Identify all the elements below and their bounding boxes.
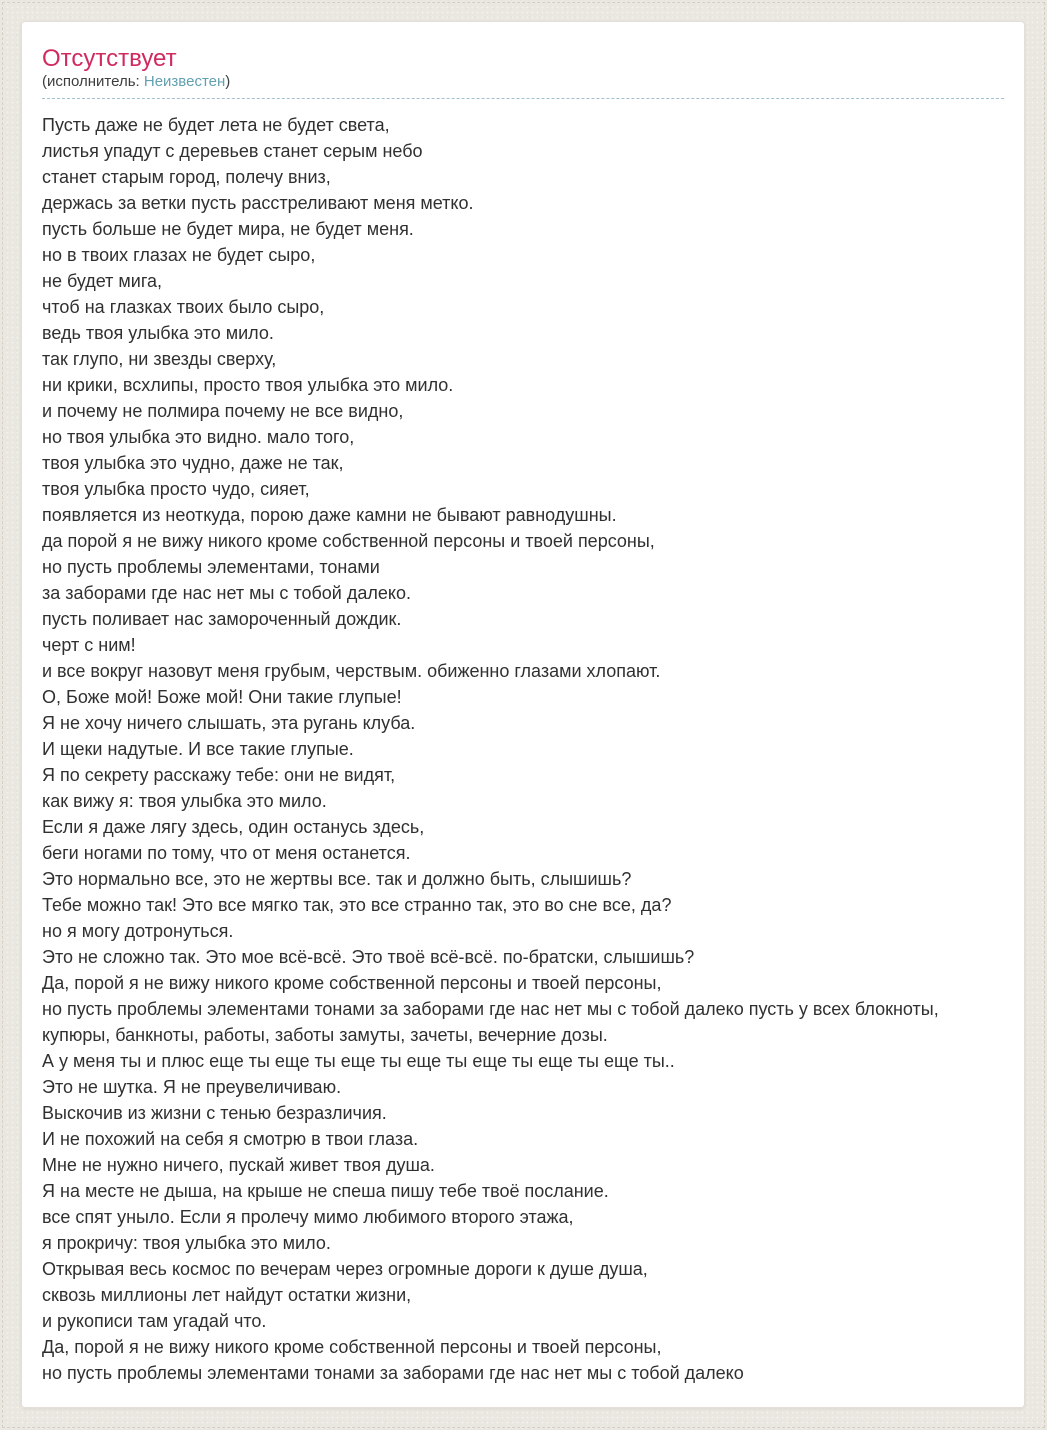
artist-label-suffix: )	[225, 73, 231, 91]
artist-link[interactable]: Неизвестен	[143, 73, 226, 91]
lyric-line: Да, порой я не вижу никого кроме собственной персоны и твоей персоны,	[42, 1337, 662, 1358]
lyric-line: Это не шутка. Я не преувеличиваю.	[42, 1077, 342, 1098]
lyric-line: листья упадут с деревьев станет серым небо	[42, 141, 423, 162]
lyric-line: Да, порой я не вижу никого кроме собственной персоны и твоей персоны,	[42, 973, 662, 994]
lyric-line: И щеки надутые. И все такие глупые.	[42, 739, 354, 760]
lyric-line: чтоб на глазках твоих было сыро,	[42, 297, 325, 318]
lyric-line: все спят уныло. Если я пролечу мимо любимого второго этажа,	[42, 1207, 574, 1228]
lyric-line: пусть поливает нас замороченный дождик.	[42, 609, 402, 630]
lyric-line: И не похожий на себя я смотрю в твои глаза.	[42, 1129, 419, 1150]
lyric-line: Если я даже лягу здесь, один останусь здесь,	[42, 817, 425, 838]
lyrics-card	[21, 21, 1025, 1408]
lyric-line: да порой я не вижу никого кроме собственной персоны и твоей персоны,	[42, 531, 655, 552]
song-title: Отсутствует	[42, 45, 177, 72]
lyric-line: за заборами где нас нет мы с тобой далеко.	[42, 583, 411, 604]
lyric-line: но твоя улыбка это видно. мало того,	[42, 427, 355, 448]
lyric-line: сквозь миллионы лет найдут остатки жизни,	[42, 1285, 412, 1306]
lyric-line: станет старым город, полечу вниз,	[42, 167, 331, 188]
lyrics-text	[42, 112, 1004, 1386]
lyric-line: пусть больше не будет мира, не будет меня.	[42, 219, 414, 240]
lyric-line: черт с ним!	[42, 635, 136, 656]
lyric-line: не будет мига,	[42, 271, 163, 292]
lyric-line: я прокричу: твоя улыбка это мило.	[42, 1233, 331, 1254]
lyric-line: Мне не нужно ничего, пускай живет твоя душа.	[42, 1155, 435, 1176]
lyric-line: но в твоих глазах не будет сыро,	[42, 245, 316, 266]
lyric-line: Я на месте не дыша, на крыше не спеша пишу тебе твоё послание.	[42, 1181, 609, 1202]
lyric-line: твоя улыбка просто чудо, сияет,	[42, 479, 310, 500]
lyric-line: так глупо, ни звезды сверху,	[42, 349, 277, 370]
lyric-line: Выскочив из жизни с тенью безразличия.	[42, 1103, 387, 1124]
lyric-line: ни крики, всхлипы, просто твоя улыбка это мило.	[42, 375, 454, 396]
lyric-line: появляется из неоткуда, порою даже камни не бывают равнодушны.	[42, 505, 617, 526]
lyric-line: но я могу дотронуться.	[42, 921, 234, 942]
lyric-line: как вижу я: твоя улыбка это мило.	[42, 791, 327, 812]
lyric-line: О, Боже мой! Боже мой! Они такие глупые!	[42, 687, 402, 708]
lyric-line: купюры, банкноты, работы, заботы замуты, зачеты, вечерние дозы.	[42, 1025, 608, 1046]
lyric-line: Это нормально все, это не жертвы все. так и должно быть, слышишь?	[42, 869, 632, 890]
lyric-line: Я не хочу ничего слышать, эта ругань клуба.	[42, 713, 416, 734]
lyric-line: Это не сложно так. Это мое всё-всё. Это твоё всё-всё. по-братски, слышишь?	[42, 947, 695, 968]
lyric-line: А у меня ты и плюс еще ты еще ты еще ты еще ты еще ты еще ты еще ты..	[42, 1051, 675, 1072]
artist-label-prefix: (исполнитель:	[42, 73, 144, 91]
lyric-line: беги ногами по тому, что от меня останется.	[42, 843, 411, 864]
lyric-line: держась за ветки пусть расстреливают меня метко.	[42, 193, 474, 214]
song-header	[42, 46, 1004, 99]
lyric-line: и почему не полмира почему не все видно,	[42, 401, 404, 422]
lyric-line: Пусть даже не будет лета не будет света,	[42, 115, 390, 136]
lyric-line: Открывая весь космос по вечерам через огромные дороги к душе душа,	[42, 1259, 648, 1280]
lyric-line: Я по секрету расскажу тебе: они не видят,	[42, 765, 396, 786]
artist-line	[42, 73, 1004, 91]
lyric-line: но пусть проблемы элементами, тонами	[42, 557, 380, 578]
lyric-line: Тебе можно так! Это все мягко так, это все странно так, это во сне все, да?	[42, 895, 672, 916]
lyric-line: твоя улыбка это чудно, даже не так,	[42, 453, 344, 474]
lyric-line: но пусть проблемы элементами тонами за заборами где нас нет мы с тобой далеко пусть у всех блокноты,	[42, 999, 939, 1020]
lyric-line: ведь твоя улыбка это мило.	[42, 323, 274, 344]
lyric-line: но пусть проблемы элементами тонами за заборами где нас нет мы с тобой далеко	[42, 1363, 744, 1384]
lyric-line: и рукописи там угадай что.	[42, 1311, 267, 1332]
lyric-line: и все вокруг назовут меня грубым, черствым. обиженно глазами хлопают.	[42, 661, 661, 682]
